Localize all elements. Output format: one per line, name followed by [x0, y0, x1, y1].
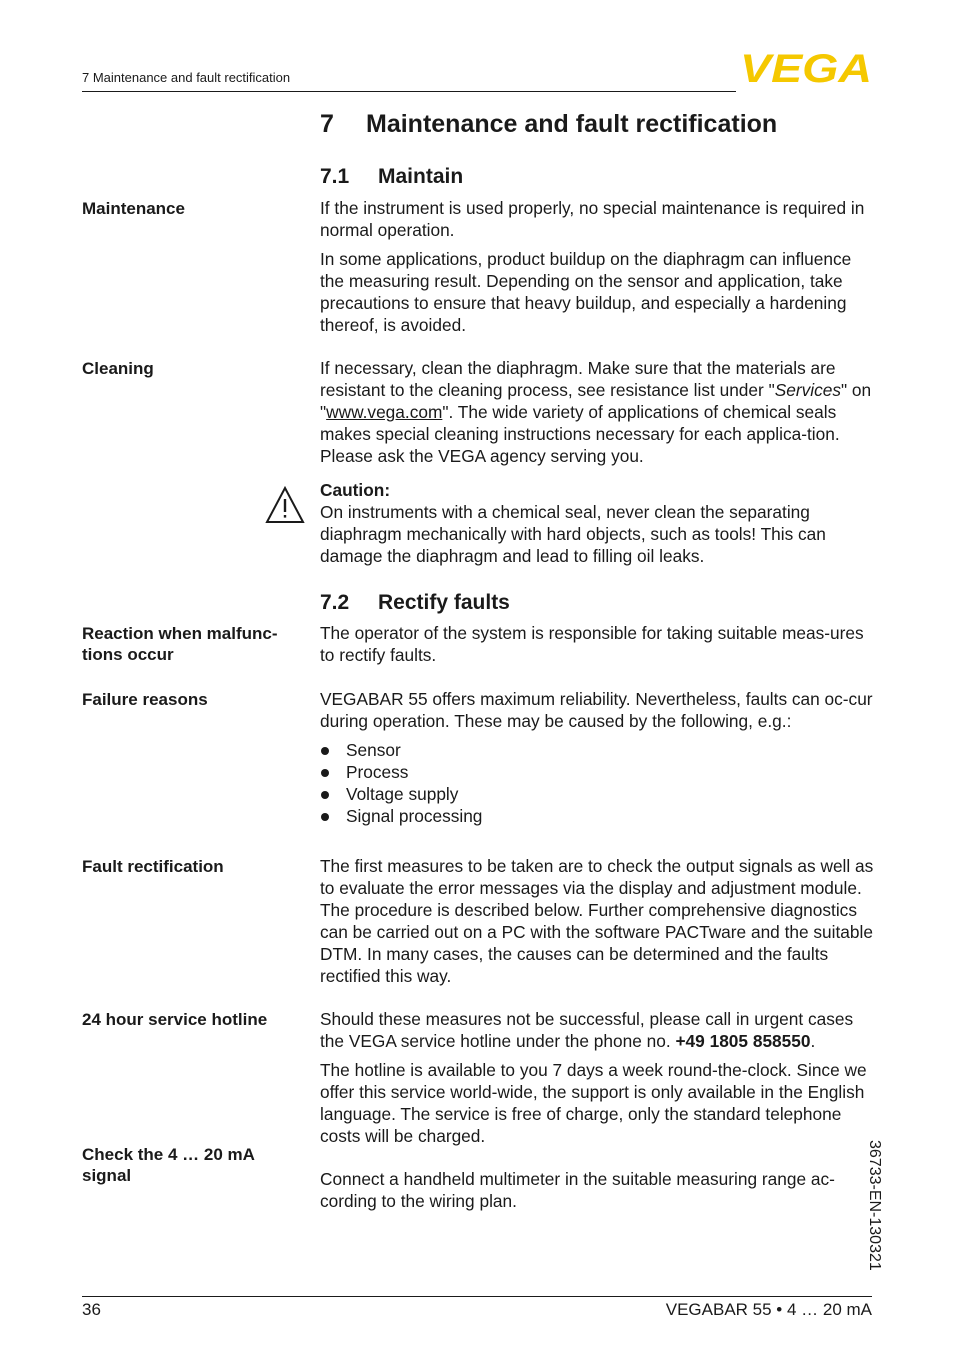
footer-product: VEGABAR 55 • 4 … 20 mA: [665, 1300, 872, 1319]
fault-rectification-paragraph: The first measures to be taken are to check the output signals as well as to evaluate the error messages via the display and adjustment module. The procedure is described below. Further comprehensive diagnostics can be carried out on a PC with the software PACTware and the suitable DTM. In many cases, the causes can be determined and the faults rectified this way.: [320, 856, 874, 986]
caution-text: On instruments with a chemical seal, never clean the separating diaphragm mechanically with hard objects, such as tools! This can damage the diaphragm and lead to filling oil leaks.: [320, 502, 826, 566]
bullet-icon: [321, 791, 329, 799]
section-title: Rectify faults: [378, 591, 510, 614]
cleaning-text: [320, 357, 876, 467]
side-label-hotline: 24 hour service hotline: [82, 1010, 268, 1029]
bullet-icon: [321, 769, 329, 777]
check-signal-paragraph: Connect a handheld multimeter in the suitable measuring range ac-cording to the wiring plan.: [320, 1169, 835, 1211]
list-item: Voltage supply: [320, 783, 620, 805]
section-heading-rectify-faults: [320, 591, 510, 615]
list-item: Process: [320, 761, 620, 783]
section-title: Maintain: [378, 165, 464, 188]
vega-website-link[interactable]: www.vega.com: [326, 402, 443, 422]
cleaning-paragraph: If necessary, clean the diaphragm. Make sure that the materials are resistant to the cleaning process, see resistance list under "Services" on "www.vega.com". The wide variety of applications of chemical seals makes special cleaning instructions necessary for each applica-tion. Please ask the VEGA agency serving you.: [320, 358, 872, 466]
hotline-paragraph: Should these measures not be successful, please call in urgent cases the VEGA service hotline under the phone no. +49 1805 858550.: [320, 1009, 854, 1051]
side-label-check-signal: Check the 4 … 20 mA signal: [82, 1145, 255, 1185]
svg-text:36733-EN-130321: 36733-EN-130321: [866, 1140, 883, 1271]
footer-rule: [82, 1296, 872, 1297]
side-label-maintenance: Maintenance: [82, 199, 185, 218]
chapter-title: Maintenance and fault rectification: [366, 110, 778, 138]
caution-block: [320, 479, 876, 567]
vega-logo: [740, 50, 874, 86]
bullet-icon: [321, 813, 329, 821]
fault-rectification-text: [320, 855, 876, 987]
chapter-heading: [320, 110, 777, 139]
reaction-paragraph: The operator of the system is responsible for taking suitable meas-ures to rectify faults.: [320, 623, 864, 665]
side-label-reaction: Reaction when malfunc- tions occur: [82, 624, 278, 664]
hotline-phone: +49 1805 858550: [675, 1031, 811, 1051]
side-label-failure-reasons: Failure reasons: [82, 690, 208, 709]
section-heading-maintain: [320, 165, 463, 189]
check-signal-text: [320, 1168, 876, 1212]
page-number: 36: [82, 1300, 101, 1319]
warning-triangle-icon: [265, 486, 305, 524]
caution-label: Caution:: [320, 480, 391, 500]
maintenance-paragraph: In some applications, product buildup on the diaphragm can influence the measuring result. Depending on the sensor and application, take precautions to ensure that heavy buildup, and especially a hardening thereof, is avoided.: [320, 249, 852, 335]
services-term: Services: [774, 380, 841, 400]
running-header: 7 Maintenance and fault rectification: [82, 70, 291, 85]
reaction-text: [320, 622, 876, 666]
hotline-text: [320, 1008, 876, 1147]
list-item: Sensor: [320, 739, 620, 761]
maintenance-text: [320, 197, 876, 336]
chapter-number: 7: [320, 110, 334, 138]
section-number: 7.1: [320, 165, 350, 188]
document-code: [848, 1140, 938, 1300]
failure-paragraph: VEGABAR 55 offers maximum reliability. Nevertheless, faults can oc-cur during operation. These may be caused by the following, e.g.:: [320, 689, 873, 731]
list-item: Signal processing: [320, 805, 620, 827]
failure-list: [320, 739, 620, 827]
maintenance-paragraph: If the instrument is used properly, no special maintenance is required in normal operation.: [320, 198, 865, 240]
side-label-cleaning: Cleaning: [82, 359, 154, 378]
side-label-fault-rectification: Fault rectification: [82, 857, 224, 876]
hotline-paragraph: The hotline is available to you 7 days a week round-the-clock. Since we offer this service world-wide, the support is only available in the English language. The service is free of charge, only the standard telephone costs will be charged.: [320, 1060, 867, 1146]
logo-text: VEGA: [740, 50, 872, 86]
bullet-icon: [321, 747, 329, 755]
failure-text: [320, 688, 876, 732]
section-number: 7.2: [320, 591, 350, 614]
header-rule: [82, 91, 736, 92]
